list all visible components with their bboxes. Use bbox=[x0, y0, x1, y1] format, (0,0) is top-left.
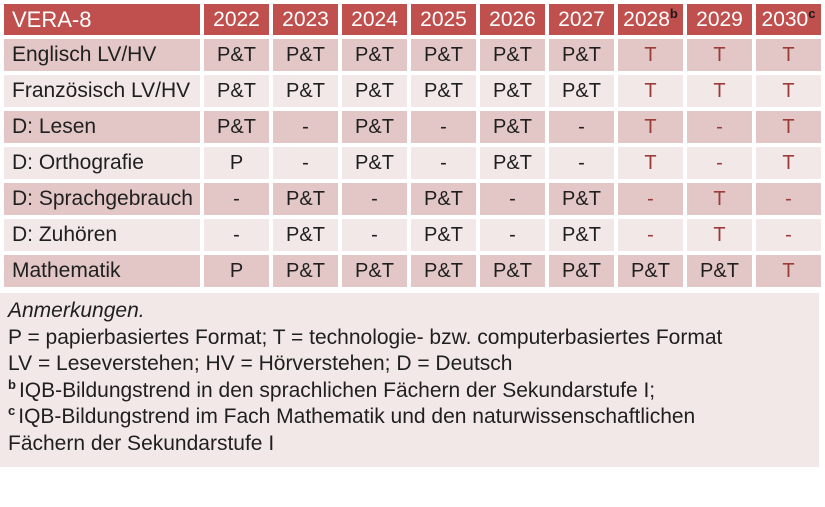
table-row bbox=[2, 37, 823, 73]
row-label: Englisch LV/HV bbox=[2, 37, 202, 73]
table-cell: - bbox=[685, 145, 754, 181]
table-cell: P&T bbox=[340, 145, 409, 181]
footnote-b-marker: b bbox=[8, 376, 16, 392]
table-header-row bbox=[2, 2, 823, 37]
table-cell: - bbox=[202, 181, 271, 217]
table-cell: P&T bbox=[271, 253, 340, 289]
notes-title: Anmerkungen. bbox=[8, 299, 145, 322]
table-cell: P&T bbox=[409, 73, 478, 109]
table-cell: - bbox=[409, 109, 478, 145]
table-row bbox=[2, 181, 823, 217]
row-label: D: Sprachgebrauch bbox=[2, 181, 202, 217]
table-cell: - bbox=[754, 181, 823, 217]
table-cell: P&T bbox=[409, 253, 478, 289]
table-cell: - bbox=[271, 145, 340, 181]
footnote-c bbox=[8, 404, 809, 431]
table-cell: P&T bbox=[409, 217, 478, 253]
table-cell: - bbox=[202, 217, 271, 253]
table-cell: T bbox=[616, 145, 685, 181]
table-cell: P&T bbox=[340, 253, 409, 289]
table-row bbox=[2, 145, 823, 181]
footnote-c-continued: Fächern der Sekundarstufe I bbox=[8, 431, 275, 455]
table-row bbox=[2, 217, 823, 253]
notes-line-formats: P = papierbasiertes Format; T = technologie- bzw. computerbasiertes Format bbox=[8, 325, 723, 349]
row-label: Mathematik bbox=[2, 253, 202, 289]
table-cell: T bbox=[616, 37, 685, 73]
footnote-b bbox=[8, 378, 809, 405]
table-cell: - bbox=[754, 217, 823, 253]
table-cell: P&T bbox=[547, 73, 616, 109]
footnote-c-marker: c bbox=[8, 403, 16, 418]
table-cell: T bbox=[685, 37, 754, 73]
table-cell: T bbox=[754, 145, 823, 181]
table-cell: T bbox=[685, 217, 754, 253]
table-cell: - bbox=[409, 145, 478, 181]
table-cell: P bbox=[202, 145, 271, 181]
table-cell: T bbox=[754, 109, 823, 145]
footnote-c-text: IQB-Bildungstrend im Fach Mathematik und den naturwissenschaftlichen bbox=[18, 405, 696, 428]
table-cell: - bbox=[616, 181, 685, 217]
table-cell: P&T bbox=[616, 253, 685, 289]
table-title-cell: VERA-8 bbox=[2, 2, 202, 37]
table-row bbox=[2, 109, 823, 145]
footnote-b-text: IQB-Bildungstrend in den sprachlichen Fächern der Sekundarstufe I; bbox=[18, 378, 656, 402]
table-cell: T bbox=[616, 109, 685, 145]
table-cell: P&T bbox=[271, 73, 340, 109]
table-cell: T bbox=[754, 253, 823, 289]
table-cell: P&T bbox=[271, 217, 340, 253]
table-cell: T bbox=[754, 37, 823, 73]
table-cell: P&T bbox=[409, 181, 478, 217]
table-cell: P&T bbox=[547, 181, 616, 217]
table-cell: P&T bbox=[271, 181, 340, 217]
table-cell: P&T bbox=[271, 37, 340, 73]
table-cell: - bbox=[271, 109, 340, 145]
footnote-marker-c: c bbox=[808, 5, 816, 21]
table-cell: T bbox=[754, 73, 823, 109]
table-row bbox=[2, 73, 823, 109]
table-cell: P&T bbox=[547, 217, 616, 253]
table-cell: - bbox=[547, 145, 616, 181]
table-cell: P&T bbox=[409, 37, 478, 73]
table-cell: P&T bbox=[478, 37, 547, 73]
table-cell: T bbox=[616, 73, 685, 109]
table-cell: - bbox=[685, 109, 754, 145]
table-cell: P&T bbox=[547, 37, 616, 73]
year-header-cell: 2030$^c$ bbox=[754, 2, 823, 37]
year-header-cell: 2029 bbox=[685, 2, 754, 37]
table-cell: T bbox=[685, 181, 754, 217]
notes-line-abbreviations: LV = Leseverstehen; HV = Hörverstehen; D = Deutsch bbox=[8, 352, 513, 375]
table-cell: P&T bbox=[478, 253, 547, 289]
year-header-cell: 2022 bbox=[202, 2, 271, 37]
year-header-cell: 2026 bbox=[478, 2, 547, 37]
year-header-cell: 2023 bbox=[271, 2, 340, 37]
table-cell: P&T bbox=[478, 73, 547, 109]
table-row bbox=[2, 253, 823, 289]
table-cell: - bbox=[340, 181, 409, 217]
table-cell: P&T bbox=[202, 37, 271, 73]
year-header-cell: 2024 bbox=[340, 2, 409, 37]
table-cell: - bbox=[547, 109, 616, 145]
table-cell: P&T bbox=[340, 109, 409, 145]
year-header-cell: 2028$^b$ bbox=[616, 2, 685, 37]
row-label: Französisch LV/HV bbox=[2, 73, 202, 109]
table-cell: P&T bbox=[202, 73, 271, 109]
table-cell: P&T bbox=[478, 109, 547, 145]
table-cell: - bbox=[616, 217, 685, 253]
row-label: D: Zuhören bbox=[2, 217, 202, 253]
table-cell: - bbox=[478, 181, 547, 217]
table-cell: P&T bbox=[685, 253, 754, 289]
year-header-cell: 2027 bbox=[547, 2, 616, 37]
table-cell: P&T bbox=[340, 73, 409, 109]
table-notes bbox=[0, 293, 819, 467]
table-cell: P&T bbox=[340, 37, 409, 73]
table-cell: - bbox=[340, 217, 409, 253]
table-cell: - bbox=[478, 217, 547, 253]
table-cell: P&T bbox=[478, 145, 547, 181]
table-cell: P bbox=[202, 253, 271, 289]
year-header-cell: 2025 bbox=[409, 2, 478, 37]
row-label: D: Orthografie bbox=[2, 145, 202, 181]
table-cell: T bbox=[685, 73, 754, 109]
table-cell: P&T bbox=[547, 253, 616, 289]
table-cell: P&T bbox=[202, 109, 271, 145]
footnote-marker-b: b bbox=[669, 5, 678, 21]
row-label: D: Lesen bbox=[2, 109, 202, 145]
